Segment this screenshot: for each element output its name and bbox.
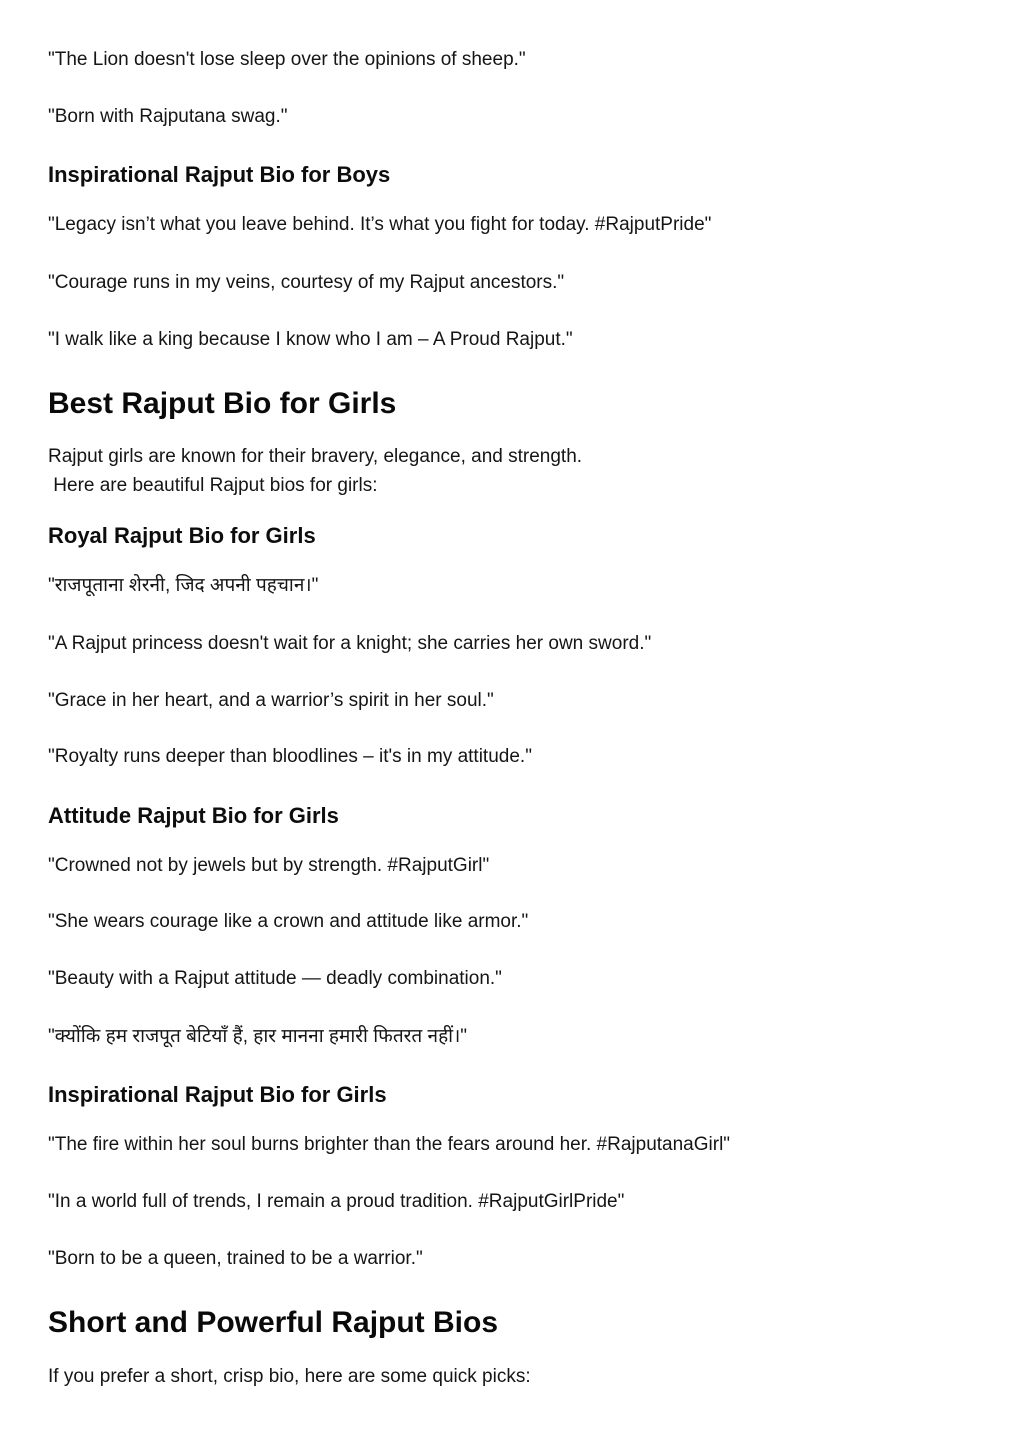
bio-quote: "Crowned not by jewels but by strength. #RajputGirl" <box>48 855 490 876</box>
bio-quote: "Legacy isn’t what you leave behind. It’s what you fight for today. #RajputPride" <box>48 214 712 235</box>
section-heading-inspirational-boys: Inspirational Rajput Bio for Boys <box>48 162 391 187</box>
bio-quote: "The fire within her soul burns brighter than the fears around her. #RajputanaGirl" <box>48 1134 731 1155</box>
bio-quote: "She wears courage like a crown and attitude like armor." <box>48 911 529 932</box>
bio-quote: "I walk like a king because I know who I am – A Proud Rajput." <box>48 329 573 350</box>
bio-quote-hindi: "राजपूताना शेरनी, जिद अपनी पहचान।" <box>48 575 319 596</box>
bio-quote: "The Lion doesn't lose sleep over the opinions of sheep." <box>48 49 526 70</box>
bio-quote: "Grace in her heart, and a warrior’s spirit in her soul." <box>48 690 494 711</box>
bio-quote: "A Rajput princess doesn't wait for a knight; she carries her own sword." <box>48 633 652 654</box>
intro-paragraph-line: If you prefer a short, crisp bio, here are some quick picks: <box>48 1366 531 1387</box>
bio-quote-hindi: "क्योंकि हम राजपूत बेटियाँ हैं, हार मानना हमारी फितरत नहीं।" <box>48 1026 468 1047</box>
section-title-best-girls: Best Rajput Bio for Girls <box>48 387 397 420</box>
bio-quote: "Born to be a queen, trained to be a warrior." <box>48 1248 423 1269</box>
bio-quote: "Born with Rajputana swag." <box>48 106 288 127</box>
section-heading-attitude-girls: Attitude Rajput Bio for Girls <box>48 803 339 828</box>
bio-quote: "In a world full of trends, I remain a proud tradition. #RajputGirlPride" <box>48 1191 625 1212</box>
section-title-short-bios: Short and Powerful Rajput Bios <box>48 1306 499 1339</box>
bio-quote: "Royalty runs deeper than bloodlines – it's in my attitude." <box>48 746 532 767</box>
bio-quote: "Courage runs in my veins, courtesy of my Rajput ancestors." <box>48 272 565 293</box>
section-heading-royal-girls: Royal Rajput Bio for Girls <box>48 523 316 548</box>
bio-quote: "Beauty with a Rajput attitude — deadly combination." <box>48 968 502 989</box>
section-heading-inspirational-girls: Inspirational Rajput Bio for Girls <box>48 1082 387 1107</box>
intro-paragraph-line: Here are beautiful Rajput bios for girls: <box>48 475 378 496</box>
intro-paragraph-line: Rajput girls are known for their bravery, elegance, and strength. <box>48 446 583 467</box>
